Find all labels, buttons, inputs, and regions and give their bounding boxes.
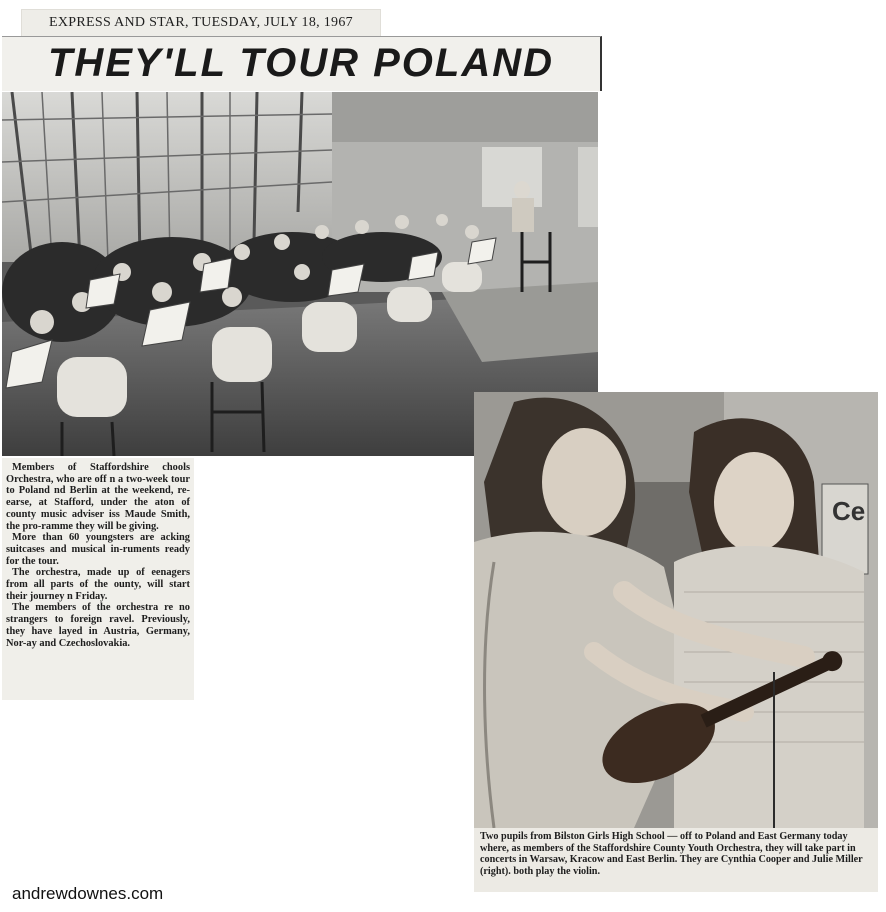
caption-paragraph: The orchestra, made up of eenagers from all parts of the ounty, will start their journey n Friday. — [6, 567, 190, 602]
headline: THEY'LL TOUR POLAND — [47, 41, 555, 85]
orchestra-caption-text — [6, 462, 190, 649]
caption-paragraph: More than 60 youngsters are acking suitcases and musical in-ruments ready for the tour. — [6, 532, 190, 567]
headline-banner — [2, 36, 602, 91]
violin-pupils-photo — [474, 392, 878, 828]
newspaper-masthead: EXPRESS AND STAR, TUESDAY, JULY 18, 1967 — [22, 10, 380, 36]
watermark: andrewdownes.com — [12, 884, 164, 903]
violin-caption-text: Two pupils from Bilston Girls High School — off to Poland and East Germany today where, as members of the Staffordshire County Youth Orchestra, they will take part in concerts in Warsaw, Kracow and East Berlin. They are Cynthia Cooper and Julie Miller (right). both play the violin. — [480, 831, 863, 877]
caption-paragraph: The members of the orchestra re no strangers to foreign ravel. Previously, they have layed in Austria, Germany, Nor-ay and Czechoslovakia. — [6, 602, 190, 649]
caption-paragraph: Members of Staffordshire chools Orchestra, who are off n a two-week tour to Poland nd Berlin at the weekend, re-earse, at Stafford, under the aton of county music adviser iss Maude Smith, the pro-ramme they will be giving. — [6, 462, 190, 532]
violin-caption — [474, 828, 878, 892]
orchestra-caption — [2, 458, 194, 700]
sign-letters: Ce — [832, 496, 866, 526]
